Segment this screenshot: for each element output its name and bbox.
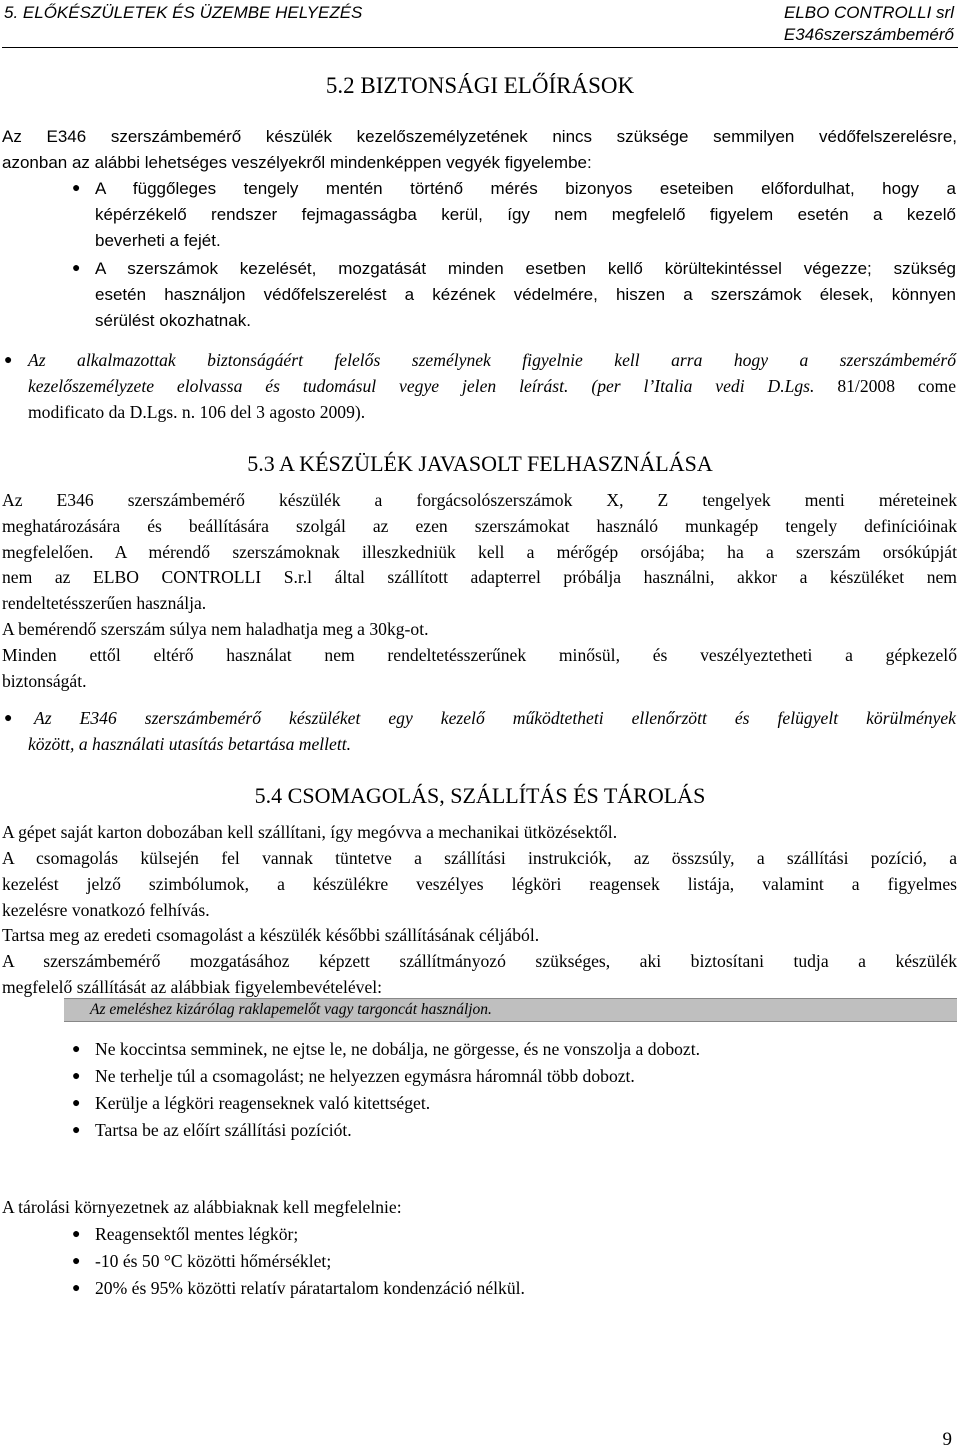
lifting-note-text: Az emeléshez kizárólag raklapemelőt vagy targoncát használjon. [90, 1001, 492, 1018]
storage-item [95, 1249, 956, 1275]
storage-item-text: Reagensektől mentes légkör; [95, 1224, 299, 1244]
sec54-p3-line: Tartsa meg az eredeti csomagolást a készülék későbbi szállításának céljából. [2, 925, 540, 945]
sec52-bullet-1-line: beverheti a fejét. [95, 230, 221, 250]
sec54-p1 [2, 820, 957, 846]
sec52-bullet-2-line: sérülést okozhatnak. [95, 310, 251, 330]
sec52-intro-line: azonban az alábbi lehetséges veszélyekről mindenképpen vegyék figyelembe: [2, 152, 592, 172]
bullet-icon: ● [72, 1123, 81, 1138]
storage-item [95, 1222, 956, 1248]
storage-item-text: -10 és 50 °C közötti hőmérséklet; [95, 1251, 332, 1271]
bullet-icon: ● [72, 1227, 81, 1242]
sec52-bullet-3-italic: kezelőszemélyzete elolvassa és tudomásul vegye jelen leírást. (per l’Italia vedi D.Lgs. [28, 375, 815, 396]
sec54-p4-line: megfelelő szállítását az alábbiak figyelembevételével: [2, 976, 383, 997]
sec54-p4 [2, 949, 957, 1001]
header-company: ELBO CONTROLLI srl [783, 3, 954, 22]
bullet-icon: ● [72, 1281, 81, 1296]
sec52-intro [2, 124, 957, 176]
sec52-bullet-1-line: képérzékelő rendszer fejmagasságba kerül, így nem megfelelő figyelem esetén a kezelő [95, 204, 956, 224]
sec54-p2 [2, 846, 957, 923]
header-rule [2, 47, 958, 48]
sec52-bullet-1 [95, 176, 956, 253]
sec52-bullet-2-line: esetén használjon védőfelszerelést a kézének védelmére, hiszen a szerszámok élesek, könnyen [95, 284, 956, 304]
section-5-4-title: 5.4 CSOMAGOLÁS, SZÁLLÍTÁS ÉS TÁROLÁS [254, 783, 706, 808]
transport-item-text: Tartsa be az előírt szállítási pozíciót. [95, 1120, 352, 1140]
sec54-p3 [2, 923, 957, 949]
sec53-bullet-line: között, a használati utasítás betartása mellett. [28, 733, 352, 754]
sec52-bullet-3-regular: 81/2008 come [814, 375, 956, 396]
bullet-icon: ● [72, 1096, 81, 1111]
storage-item [95, 1276, 956, 1302]
bullet-icon: ● [72, 261, 81, 276]
sec52-bullet-3-line [28, 374, 956, 400]
sec53-paragraph-line: Az E346 szerszámbemérő készülék a forgácsolószerszámok X, Z tengelyek menti méreteinek [2, 490, 957, 510]
bullet-icon: ● [4, 711, 13, 726]
bullet-icon: ● [72, 1069, 81, 1084]
storage-item-text: 20% és 95% közötti relatív páratartalom kondenzáció nélkül. [95, 1278, 525, 1298]
sec53-bullet [28, 706, 956, 758]
sec52-bullet-2-line: A szerszámok kezelését, mozgatását minden esetben kellő körültekintéssel végezze; szükség [95, 259, 956, 278]
bullet-icon: ● [72, 1254, 81, 1269]
sec53-misuse-line: biztonságát. [2, 670, 87, 691]
sec53-paragraph-line: nem az ELBO CONTROLLI S.r.l által szállított adapterrel próbálja használni, akkor a készüléket nem [2, 567, 957, 588]
lifting-note-box [64, 998, 957, 1022]
sec53-misuse-line: Minden ettől eltérő használat nem rendeltetésszerűnek minősül, és veszélyeztetheti a gépkezelő [2, 645, 957, 665]
transport-item [95, 1118, 956, 1144]
page-number: 9 [942, 1429, 952, 1450]
header-chapter: 5. ELŐKÉSZÜLETEK ÉS ÜZEMBE HELYEZÉS [4, 3, 363, 22]
sec52-bullet-3 [28, 348, 956, 425]
sec54-p2-line: A csomagolás külsején fel vannak tüntetve a szállítási instrukciók, az összsúly, a szállítási pozíció, a [2, 848, 957, 868]
section-5-2-title: 5.2 BIZTONSÁGI ELŐÍRÁSOK [325, 73, 635, 98]
transport-item-text: Ne koccintsa semminek, ne ejtse le, ne dobálja, ne görgesse, és ne vonszolja a dobozt. [95, 1039, 701, 1059]
header-right [784, 2, 954, 46]
sec54-p1-line: A gépet saját karton dobozában kell szállítani, így megóvva a mechanikai ütközésektől. [2, 822, 618, 842]
sec53-paragraph [2, 488, 957, 617]
sec53-bullet-line: Az E346 szerszámbemérő készüléket egy kezelő működtetheti ellenőrzött és felügyelt körülmények [34, 708, 956, 728]
sec52-bullet-1-line: A függőleges tengely mentén történő mérés bizonyos eseteiben előfordulhat, hogy a [95, 179, 956, 198]
sec54-p2-line: kezelésre vonatkozó felhívás. [2, 899, 210, 920]
sec53-paragraph-line: megfelelően. A mérendő szerszámoknak illeszkedniük kell a mérőgép orsójába; ha a szerszám orsókúpját [2, 541, 957, 562]
transport-item [95, 1037, 956, 1063]
bullet-icon: ● [72, 181, 81, 196]
sec52-bullet-2 [95, 256, 956, 333]
sec53-weight [2, 617, 957, 643]
bullet-icon: ● [4, 353, 13, 368]
header-product: E346szerszámbemérő [783, 25, 954, 44]
section-5-3-title: 5.3 A KÉSZÜLÉK JAVASOLT FELHASZNÁLÁSA [247, 451, 713, 476]
sec54-p2-line: kezelést jelző szimbólumok, a készülékre veszélyes légköri reagensek listája, valamint a figyelmes [2, 873, 957, 894]
transport-item-text: Kerülje a légköri reagenseknek való kitettséget. [95, 1093, 431, 1113]
bullet-icon: ● [72, 1042, 81, 1057]
transport-item-text: Ne terhelje túl a csomagolást; ne helyezzen egymásra háromnál több dobozt. [95, 1066, 635, 1086]
sec52-bullet-3-line: Az alkalmazottak biztonságáért felelős személynek figyelnie kell arra hogy a szerszámbemérő [28, 350, 956, 370]
storage-intro-line: A tárolási környezetnek az alábbiaknak kell megfelelnie: [2, 1197, 402, 1217]
sec53-weight-line: A bemérendő szerszám súlya nem haladhatja meg a 30kg-ot. [2, 619, 429, 639]
sec52-intro-line: Az E346 szerszámbemérő készülék kezelőszemélyzetének nincs szüksége semmilyen védőfelszerelésre, [2, 127, 957, 146]
sec53-paragraph-line: meghatározására és beállítására szolgál az ezen szerszámokat használó munkagép tengely definícióinak [2, 515, 957, 536]
transport-item [95, 1091, 956, 1117]
sec52-bullet-3-line: modificato da D.Lgs. n. 106 del 3 agosto 2009). [28, 401, 366, 422]
sec53-misuse [2, 643, 957, 695]
storage-intro [2, 1195, 957, 1221]
sec53-paragraph-line: rendeltetésszerűen használja. [2, 593, 207, 614]
transport-item [95, 1064, 956, 1090]
sec54-p4-line: A szerszámbemérő mozgatásához képzett szállítmányozó szükséges, aki biztosítani tudja a készülék [2, 951, 957, 971]
